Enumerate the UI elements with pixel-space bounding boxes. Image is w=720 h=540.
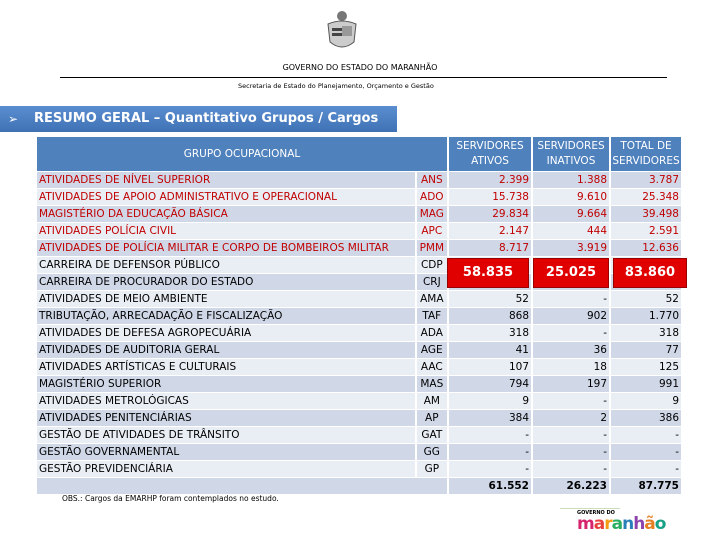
row-ativos: 8.717 xyxy=(449,240,531,256)
row-code: AAC xyxy=(417,359,447,375)
table-row xyxy=(37,410,681,426)
row-ativos: 794 xyxy=(449,376,531,392)
row-ativos: 15.738 xyxy=(449,189,531,205)
row-inativos: 9.610 xyxy=(533,189,609,205)
row-total: 991 xyxy=(611,376,681,392)
row-name: CARREIRA DE PROCURADOR DO ESTADO xyxy=(37,274,415,290)
row-name: ATIVIDADES METROLÓGICAS xyxy=(37,393,415,409)
row-name: ATIVIDADES DE NÍVEL SUPERIOR xyxy=(37,172,415,188)
header-divider xyxy=(60,77,667,78)
row-name: GESTÃO GOVERNAMENTAL xyxy=(37,444,415,460)
row-inativos: - xyxy=(533,291,609,307)
table-row xyxy=(37,291,681,307)
highlight-inativos: 25.025 xyxy=(533,258,609,288)
row-total: 77 xyxy=(611,342,681,358)
row-total: 386 xyxy=(611,410,681,426)
row-code: AP xyxy=(417,410,447,426)
row-ativos: 2.399 xyxy=(449,172,531,188)
row-inativos: 444 xyxy=(533,223,609,239)
total-total: 87.775 xyxy=(611,478,681,494)
row-total: 318 xyxy=(611,325,681,341)
row-inativos: 197 xyxy=(533,376,609,392)
row-ativos: 41 xyxy=(449,342,531,358)
row-total: 125 xyxy=(611,359,681,375)
row-total: 39.498 xyxy=(611,206,681,222)
row-code: ADA xyxy=(417,325,447,341)
row-name: ATIVIDADES ARTÍSTICAS E CULTURAIS xyxy=(37,359,415,375)
table-row xyxy=(37,189,681,205)
row-inativos: 9.664 xyxy=(533,206,609,222)
row-total: 52 xyxy=(611,291,681,307)
row-name: ATIVIDADES DE APOIO ADMINISTRATIVO E OPERACIONAL xyxy=(37,189,415,205)
row-ativos: 868 xyxy=(449,308,531,324)
row-ativos: 384 xyxy=(449,410,531,426)
row-ativos: 29.834 xyxy=(449,206,531,222)
totals-row xyxy=(37,478,681,494)
row-total: 3.787 xyxy=(611,172,681,188)
footer-divider xyxy=(560,508,620,509)
row-code: CDP xyxy=(417,257,447,273)
row-inativos: 902 xyxy=(533,308,609,324)
table-row xyxy=(37,206,681,222)
state-coat-of-arms-icon xyxy=(320,8,364,54)
row-code: TAF xyxy=(417,308,447,324)
row-total: 12.636 xyxy=(611,240,681,256)
summary-table xyxy=(35,136,683,495)
row-code: GAT xyxy=(417,427,447,443)
header-ativos: SERVIDORES ATIVOS xyxy=(449,137,531,171)
maranhao-logo xyxy=(577,510,665,532)
table-row xyxy=(37,359,681,375)
table-row xyxy=(37,461,681,477)
section-title: RESUMO GERAL – Quantitativo Grupos / Cargos xyxy=(34,111,379,126)
table-row xyxy=(37,240,681,256)
row-code: PMM xyxy=(417,240,447,256)
row-code: AGE xyxy=(417,342,447,358)
row-name: CARREIRA DE DEFENSOR PÚBLICO xyxy=(37,257,415,273)
table-row xyxy=(37,308,681,324)
row-code: APC xyxy=(417,223,447,239)
row-inativos: - xyxy=(533,444,609,460)
row-code: CRJ xyxy=(417,274,447,290)
row-name: ATIVIDADES POLÍCIA CIVIL xyxy=(37,223,415,239)
header-total: TOTAL DE SERVIDORES xyxy=(611,137,681,171)
row-ativos: - xyxy=(449,427,531,443)
row-code: AM xyxy=(417,393,447,409)
table-row xyxy=(37,223,681,239)
table-row xyxy=(37,376,681,392)
government-name: GOVERNO DO ESTADO DO MARANHÃO xyxy=(282,63,438,72)
total-ativos: 61.552 xyxy=(449,478,531,494)
row-name: MAGISTÉRIO DA EDUCAÇÃO BÁSICA xyxy=(37,206,415,222)
row-total: - xyxy=(611,461,681,477)
highlight-ativos: 58.835 xyxy=(447,258,529,288)
row-inativos: 3.919 xyxy=(533,240,609,256)
row-name: TRIBUTAÇÃO, ARRECADAÇÃO E FISCALIZAÇÃO xyxy=(37,308,415,324)
row-name: ATIVIDADES DE MEIO AMBIENTE xyxy=(37,291,415,307)
row-total: 25.348 xyxy=(611,189,681,205)
row-total: - xyxy=(611,427,681,443)
row-ativos: 2.147 xyxy=(449,223,531,239)
row-ativos: 318 xyxy=(449,325,531,341)
row-total: 9 xyxy=(611,393,681,409)
row-code: ADO xyxy=(417,189,447,205)
row-code: GP xyxy=(417,461,447,477)
row-inativos: - xyxy=(533,461,609,477)
table-row xyxy=(37,393,681,409)
footnote: OBS.: Cargos da EMARHP foram contemplados no estudo. xyxy=(62,494,279,503)
table-row xyxy=(37,325,681,341)
row-name: GESTÃO DE ATIVIDADES DE TRÂNSITO xyxy=(37,427,415,443)
row-inativos: 18 xyxy=(533,359,609,375)
row-ativos: - xyxy=(449,444,531,460)
row-code: MAS xyxy=(417,376,447,392)
row-total: - xyxy=(611,444,681,460)
row-total: 1.770 xyxy=(611,308,681,324)
secretariat-name: Secretaria de Estado do Planejamento, Orçamento e Gestão xyxy=(238,82,434,90)
table-row xyxy=(37,172,681,188)
row-inativos: 2 xyxy=(533,410,609,426)
row-ativos: - xyxy=(449,461,531,477)
row-inativos: 1.388 xyxy=(533,172,609,188)
row-ativos: 52 xyxy=(449,291,531,307)
row-name: ATIVIDADES DE DEFESA AGROPECUÁRIA xyxy=(37,325,415,341)
row-total: 2.591 xyxy=(611,223,681,239)
row-code: AMA xyxy=(417,291,447,307)
row-code: ANS xyxy=(417,172,447,188)
row-inativos: - xyxy=(533,427,609,443)
table-row xyxy=(37,444,681,460)
row-ativos: 107 xyxy=(449,359,531,375)
row-name: MAGISTÉRIO SUPERIOR xyxy=(37,376,415,392)
table-row xyxy=(37,427,681,443)
row-name: ATIVIDADES DE AUDITORIA GERAL xyxy=(37,342,415,358)
table-row xyxy=(37,342,681,358)
logo-small-text: GOVERNO DO xyxy=(577,510,615,516)
row-inativos: 36 xyxy=(533,342,609,358)
section-title-bar xyxy=(0,106,397,132)
row-name: ATIVIDADES PENITENCIÁRIAS xyxy=(37,410,415,426)
logo-big-text: maranhão xyxy=(577,514,666,534)
row-code: GG xyxy=(417,444,447,460)
row-code: MAG xyxy=(417,206,447,222)
totals-label xyxy=(37,478,447,494)
header-grupo: GRUPO OCUPACIONAL xyxy=(37,137,447,171)
row-name: GESTÃO PREVIDENCIÁRIA xyxy=(37,461,415,477)
row-name: ATIVIDADES DE POLÍCIA MILITAR E CORPO DE BOMBEIROS MILITAR xyxy=(37,240,415,256)
highlight-total: 83.860 xyxy=(613,258,687,288)
row-inativos: - xyxy=(533,393,609,409)
arrow-bullet-icon: ➢ xyxy=(8,112,19,126)
row-ativos: 9 xyxy=(449,393,531,409)
header-inativos: SERVIDORES INATIVOS xyxy=(533,137,609,171)
total-inativos: 26.223 xyxy=(533,478,609,494)
row-inativos: - xyxy=(533,325,609,341)
